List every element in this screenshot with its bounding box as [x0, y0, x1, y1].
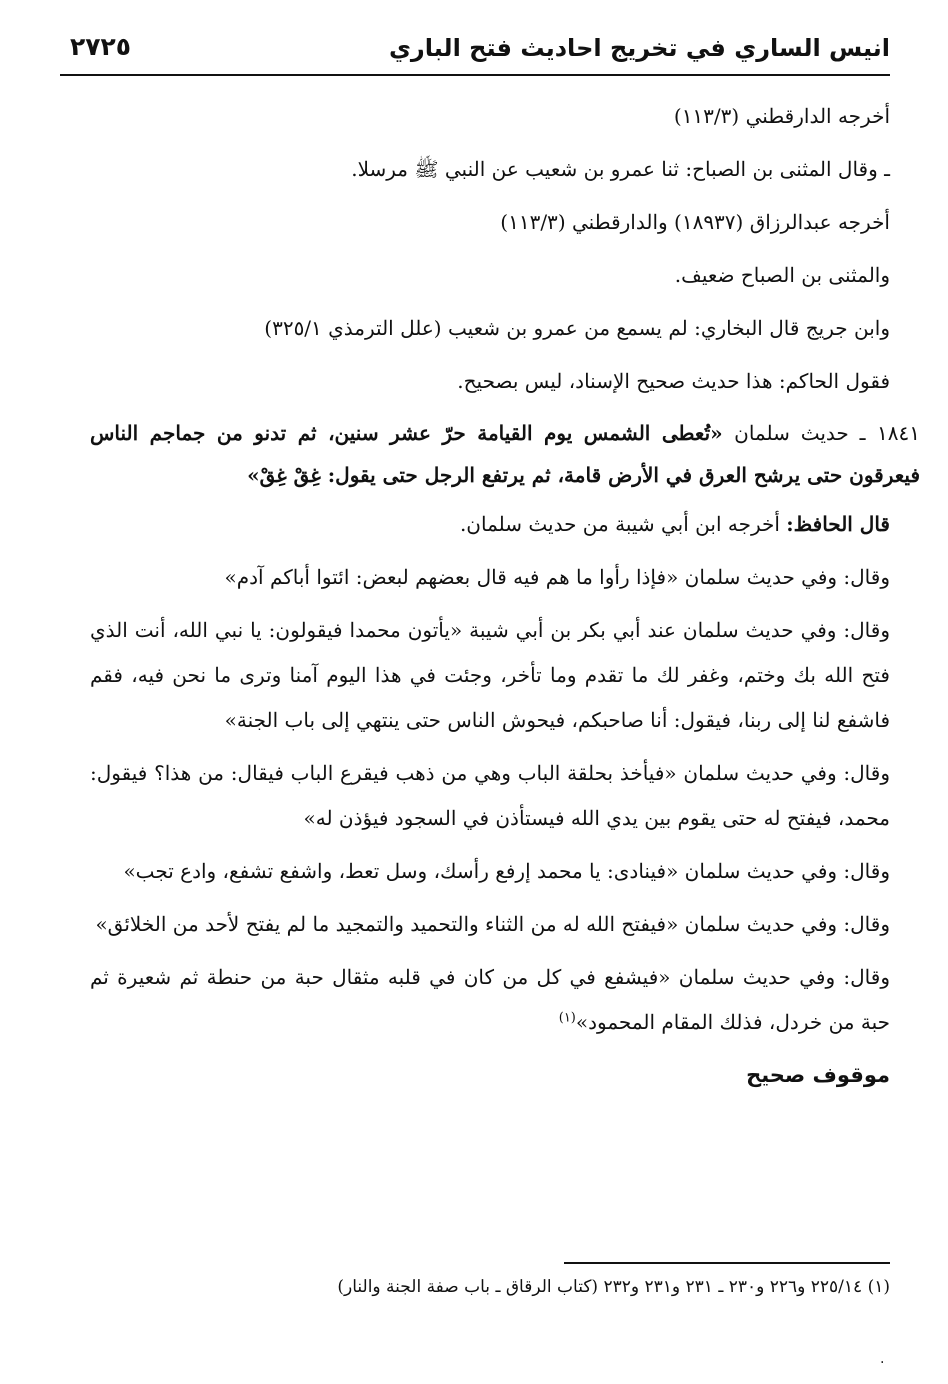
page-mark: ٠ — [878, 1354, 886, 1370]
paragraph-3: أخرجه عبدالرزاق (١٨٩٣٧) والدارقطني (١١٣/٣) — [500, 210, 890, 234]
hafiz-statement — [90, 502, 890, 547]
footnote-divider — [564, 1262, 890, 1264]
quote-4: وقال: وفي حديث سلمان «فينادى: يا محمد إرفع رأسك، وسل تعط، واشفع تشفع، وادع تجب» — [123, 859, 890, 883]
main-text — [90, 94, 920, 1106]
quote-3: وقال: وفي حديث سلمان «فيأخذ بحلقة الباب وهي من ذهب فيقرع الباب فيقال: من هذا؟ فيقول: محمد، فيفتح له حتى يقوم بين يدي الله فيستأذن في السجود فيؤذن له» — [90, 761, 890, 830]
hadith-text: «تُعطى الشمس يوم القيامة حرّ عشر سنين، ثم تدنو من جماجم الناس فيعرقون حتى يرشح العرق في الأرض قامة، ثم يرتفع الرجل حتى يقول: غِقْ غِقْ» — [90, 421, 920, 487]
quote-2: وقال: وفي حديث سلمان عند أبي بكر بن أبي شيبة «يأتون محمدا فيقولون: يا نبي الله، أنت الذي فتح الله بك وختم، وغفر لك ما تقدم وما تأخر، وجئت في هذا اليوم آمنا وترى ما نحن فيه، فقم فاشفع لنا إلى ربنا، فيقول: أنا صاحبكم، فيحوش الناس حتى ينتهي إلى باب الجنة» — [90, 618, 890, 732]
quote-6-text: وقال: وفي حديث سلمان «فيشفع في كل من كان في قلبه مثقال حبة من حنطة ثم شعيرة ثم حبة من خردل، فذلك المقام المحمود» — [90, 965, 890, 1034]
hadith-intro: ـ حديث سلمان — [734, 421, 866, 445]
quote-1: وقال: وفي حديث سلمان «فإذا رأوا ما هم فيه قال بعضهم لبعض: ائتوا أباكم آدم» — [224, 565, 890, 589]
paragraph-4: والمثنى بن الصباح ضعيف. — [674, 263, 890, 287]
running-header — [60, 30, 890, 76]
paragraph-2: ـ وقال المثنى بن الصباح: ثنا عمرو بن شعيب عن النبي ﷺ مرسلا. — [351, 157, 890, 181]
hadith-entry — [90, 412, 920, 496]
hadith-number: ١٨٤١ — [877, 421, 920, 445]
verdict: موقوف صحيح — [746, 1063, 890, 1087]
page-number: ٢٧٢٥ — [70, 32, 132, 61]
book-title: انيس الساري في تخريج احاديث فتح الباري — [388, 34, 890, 62]
paragraph-5: وابن جريج قال البخاري: لم يسمع من عمرو بن شعيب (علل الترمذي ٣٢٥/١) — [264, 316, 890, 340]
paragraph-1: أخرجه الدارقطني (١١٣/٣) — [673, 104, 890, 128]
hafiz-text: أخرجه ابن أبي شيبة من حديث سلمان. — [459, 512, 780, 536]
footnote: (١) ٢٢٥/١٤ و٢٢٦ و٢٣٠ ـ ٢٣١ و٢٣١ و٢٣٢ (كتاب الرقاق ـ باب صفة الجنة والنار) — [337, 1277, 890, 1297]
quote-6 — [90, 955, 890, 1045]
quote-5: وقال: وفي حديث سلمان «فيفتح الله له من الثناء والتحميد والتمجيد ما لم يفتح لأحد من الخلائق» — [95, 912, 890, 936]
footnote-reference: (١) — [558, 1010, 576, 1026]
hafiz-label: قال الحافظ: — [786, 512, 890, 536]
paragraph-6: فقول الحاكم: هذا حديث صحيح الإسناد، ليس بصحيح. — [457, 369, 890, 393]
